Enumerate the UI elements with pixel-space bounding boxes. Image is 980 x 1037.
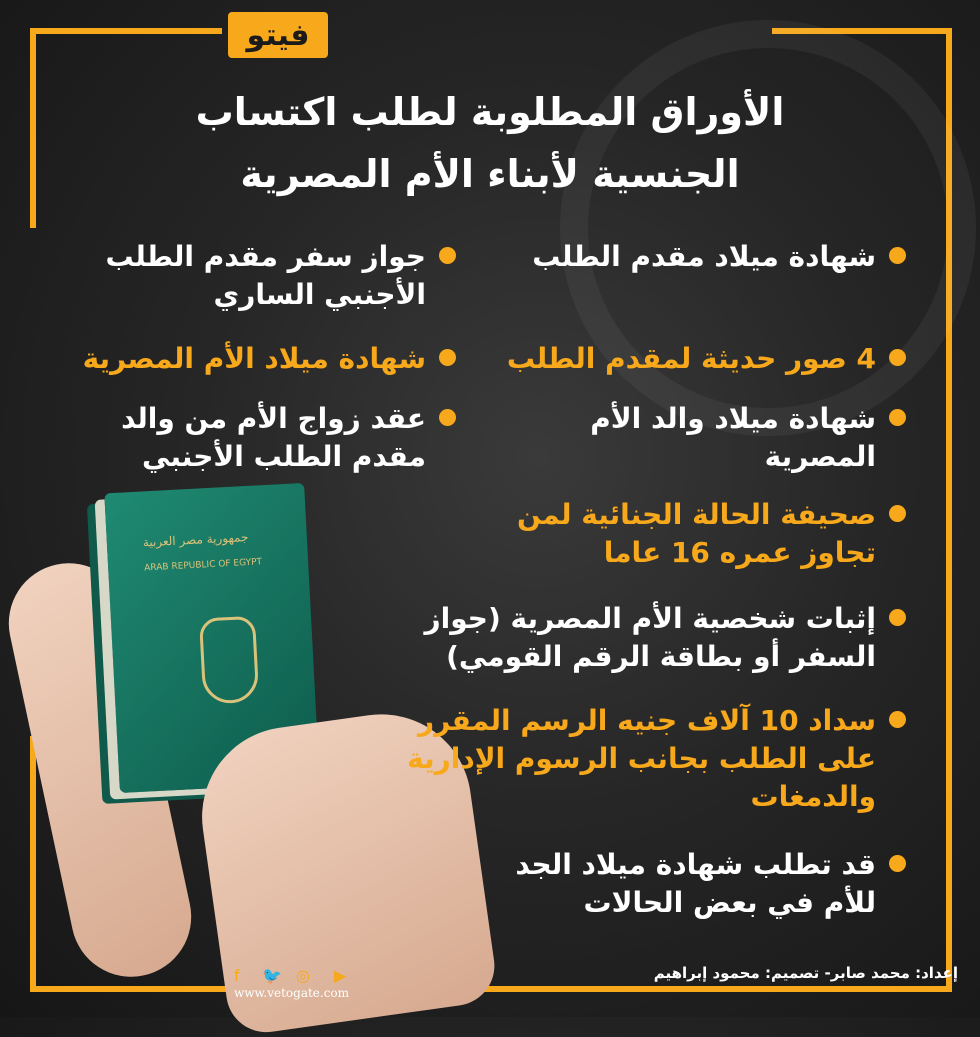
- passport-english-text: ARAB REPUBLIC OF EGYPT: [144, 557, 263, 574]
- bullet-dot-icon: [889, 609, 906, 626]
- list-item: شهادة ميلاد والد الأم المصرية: [590, 400, 876, 476]
- twitter-icon[interactable]: 🐦: [262, 966, 282, 985]
- instagram-icon[interactable]: ◎: [296, 966, 310, 985]
- youtube-icon[interactable]: ▶: [334, 966, 347, 985]
- frame-bottom-left-v: [30, 736, 36, 992]
- bullet-dot-icon: [439, 349, 456, 366]
- frame-bottom-h: [30, 986, 230, 992]
- list-item: عقد زواج الأم من والد مقدم الطلب الأجنبي: [121, 400, 426, 476]
- bullet-dot-icon: [439, 409, 456, 426]
- list-item: جواز سفر مقدم الطلب الأجنبي الساري: [106, 238, 426, 314]
- frame-top-left-h: [30, 28, 222, 34]
- bullet-dot-icon: [889, 349, 906, 366]
- list-item: شهادة ميلاد مقدم الطلب: [532, 238, 876, 276]
- eagle-emblem-icon: [199, 616, 259, 705]
- page-title-line1: الأوراق المطلوبة لطلب اكتساب: [195, 90, 785, 134]
- credit-text: إعداد: محمد صابر- تصميم: محمود إبراهيم: [653, 964, 958, 982]
- facebook-icon[interactable]: f: [234, 966, 240, 985]
- bullet-dot-icon: [889, 505, 906, 522]
- list-item: شهادة ميلاد الأم المصرية: [83, 340, 426, 378]
- brand-logo: فيتو: [228, 12, 328, 58]
- bullet-dot-icon: [889, 409, 906, 426]
- frame-top-left-v: [30, 28, 36, 228]
- passport-arabic-text: جمهورية مصر العربية: [142, 529, 249, 550]
- bullet-dot-icon: [439, 247, 456, 264]
- list-item: سداد 10 آلاف جنيه الرسم المقرر على الطلب بجانب الرسوم الإدارية والدمغات: [407, 702, 876, 816]
- list-item: 4 صور حديثة لمقدم الطلب: [507, 340, 876, 378]
- bullet-dot-icon: [889, 855, 906, 872]
- list-item: إثبات شخصية الأم المصرية (جواز السفر أو بطاقة الرقم القومي): [425, 600, 877, 676]
- list-item: قد تطلب شهادة ميلاد الجد للأم في بعض الحالات: [515, 846, 876, 922]
- list-item: صحيفة الحالة الجنائية لمن تجاوز عمره 16 عاما: [517, 496, 876, 572]
- bullet-dot-icon: [889, 247, 906, 264]
- page-title-line2: الجنسية لأبناء الأم المصرية: [240, 152, 740, 196]
- bullet-dot-icon: [889, 711, 906, 728]
- website-link[interactable]: www.vetogate.com: [234, 986, 350, 1000]
